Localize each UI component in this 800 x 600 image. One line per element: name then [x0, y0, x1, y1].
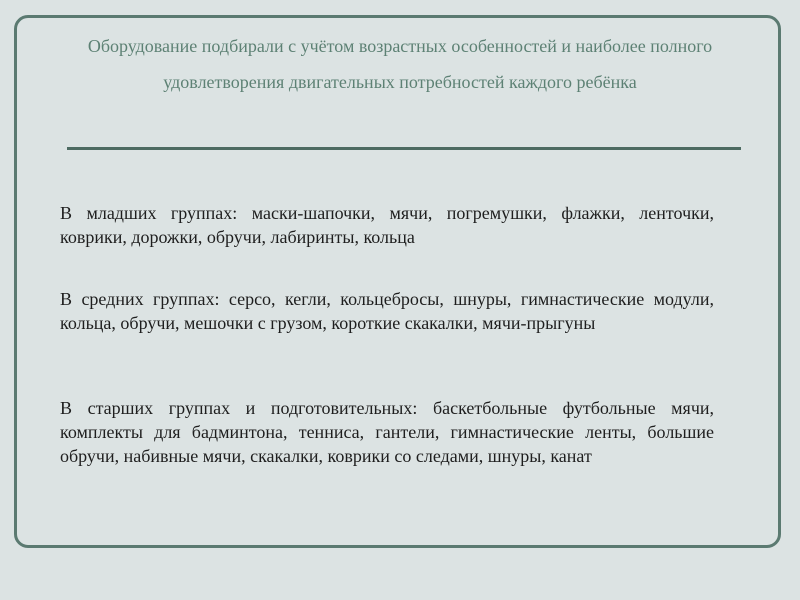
paragraph-senior-groups: В старших группах и подготовительных: баскетбольные футбольные мячи, комплекты для бадминтона, тенниса, гантели, гимнастические ленты, большие обручи, набивные мячи, скакалки, коврики со следами, шнуры, канат [60, 398, 714, 466]
slide-title: Оборудование подбирали с учётом возрастных особенностей и наиболее полного удовлетворения двигательных потребностей каждого ребёнка [87, 36, 713, 92]
title-divider [67, 147, 741, 150]
paragraph-junior-groups: В младших группах: маски-шапочки, мячи, погремушки, флажки, ленточки, коврики, дорожки, обручи, лабиринты, кольца [60, 203, 714, 247]
paragraph-middle-groups: В средних группах: серсо, кегли, кольцебросы, шнуры, гимнастические модули, кольца, обручи, мешочки с грузом, короткие скакалки, мячи-прыгуны [60, 289, 714, 333]
